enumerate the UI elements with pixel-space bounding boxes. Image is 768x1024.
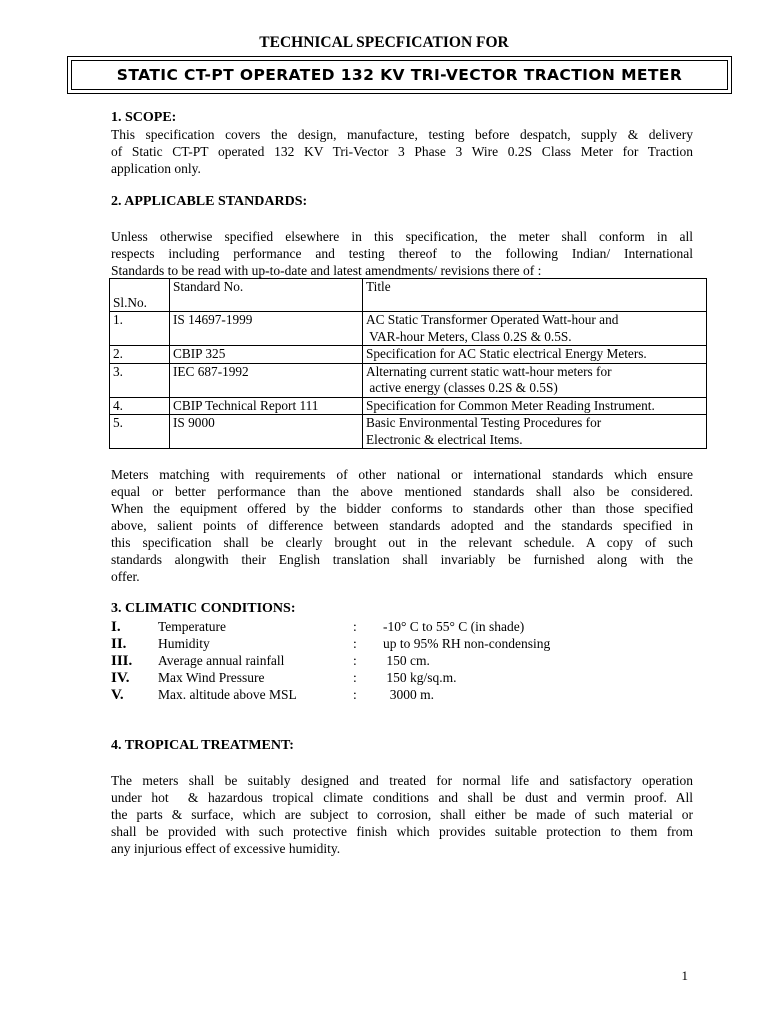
table-row [110,312,707,346]
standards-intro-line: Standards to be read with up-to-date and latest amendments/ revisions there of : [111,263,542,278]
climatic-row-label: Temperature [158,619,227,634]
standards-after-paragraph [111,466,693,585]
boxed-title-frame [67,56,732,94]
table-row [110,397,707,415]
climatic-row-label: Average annual rainfall [158,653,285,668]
climatic-row-label: Humidity [158,636,210,651]
tropical-line: under hot & hazardous tropical climate conditions and shall be dust and vermin proof. All [111,790,693,805]
cell-standard: IS 9000 [170,415,363,449]
header-slno: Sl.No. [110,279,170,312]
climatic-row [111,653,711,670]
climatic-row-number: III. [111,653,133,669]
climatic-row-colon: : [353,636,357,651]
standards-table [109,278,707,449]
standards-after-line: this specification shall be clearly brought out in the relevant schedule. A copy of such [111,535,693,550]
scope-line: This specification covers the design, manufacture, testing before despatch, supply & delivery [111,127,693,142]
standards-after-line: Meters matching with requirements of other national or international standards which ensure [111,467,693,482]
cell-title-line: Specification for Common Meter Reading Instrument. [366,397,655,413]
cell-title-line: Basic Environmental Testing Procedures for [366,415,602,430]
climatic-heading: 3. CLIMATIC CONDITIONS: [111,601,296,616]
cell-standard: CBIP 325 [170,346,363,364]
document-title: TECHNICAL SPECFICATION FOR [259,34,509,51]
header-standard: Standard No. [170,279,363,312]
climatic-row [111,687,711,704]
tropical-heading: 4. TROPICAL TREATMENT: [111,738,294,753]
climatic-row-value: 150 kg/sq.m. [383,670,457,685]
scope-line: application only. [111,161,201,176]
page-number: 1 [681,968,688,983]
standards-heading: 2. APPLICABLE STANDARDS: [111,194,308,209]
tropical-line: The meters shall be suitably designed and treated for normal life and satisfactory operation [111,773,693,788]
standards-after-line: standards alongwith their English translation shall invariably be furnished along with the [111,552,693,567]
scope-heading: 1. SCOPE: [111,110,177,125]
cell-standard: IS 14697-1999 [170,312,363,346]
cell-title-line: Alternating current static watt-hour meters for [366,363,612,379]
table-row [110,415,707,449]
cell-title [363,346,707,364]
cell-slno: 2. [110,346,170,364]
tropical-paragraph [111,772,693,857]
climatic-row [111,619,711,636]
cell-title-line: Electronic & electrical Items. [366,431,523,447]
table-row [110,346,707,364]
climatic-row-value: -10° C to 55° C (in shade) [383,619,525,634]
climatic-row-value: 150 cm. [383,653,430,668]
standards-after-line: offer. [111,569,140,584]
tropical-line: shall be provided with such protective finish which provides suitable protection to them from [111,824,693,839]
cell-title-line: Specification for AC Static electrical Energy Meters. [366,346,647,361]
climatic-row-colon: : [353,670,357,685]
tropical-line: any injurious effect of excessive humidity. [111,841,341,856]
standards-after-line: equal or better performance than the above mentioned standards shall also be considered. [111,484,693,499]
scope-paragraph [111,126,693,177]
cell-title [363,415,707,449]
climatic-row-number: V. [111,687,124,703]
scope-line: of Static CT-PT operated 132 KV Tri-Vector 3 Phase 3 Wire 0.2S Class Meter for Traction [111,144,693,159]
climatic-row-number: IV. [111,670,130,686]
climatic-row-colon: : [353,619,357,634]
climatic-row-label: Max. altitude above MSL [158,687,297,702]
climatic-row [111,636,711,653]
cell-title [363,397,707,415]
climatic-row-colon: : [353,653,357,668]
header-title: Title [363,279,707,312]
climatic-row-number: II. [111,636,127,652]
boxed-title-inner-frame [71,60,728,90]
tropical-line: the parts & surface, which are subject to corrosion, shall either be made of such material or [111,807,693,822]
cell-title [363,363,707,397]
cell-slno: 5. [110,415,170,449]
cell-standard: IEC 687-1992 [170,363,363,397]
climatic-row-value: up to 95% RH non-condensing [383,636,551,651]
boxed-title: STATIC CT-PT OPERATED 132 KV TRI-VECTOR TRACTION METER [116,66,683,84]
cell-slno: 1. [110,312,170,346]
cell-title-line: AC Static Transformer Operated Watt-hour and [366,312,619,327]
standards-intro-line: Unless otherwise specified elsewhere in this specification, the meter shall conform in all [111,229,693,244]
climatic-row-label: Max Wind Pressure [158,670,265,685]
climatic-row [111,670,711,687]
table-row [110,363,707,397]
cell-title-line: VAR-hour Meters, Class 0.2S & 0.5S. [366,328,572,344]
climatic-row-value: 3000 m. [383,687,435,702]
table-header-row [110,279,707,312]
standards-intro-paragraph [111,228,693,279]
standards-after-line: above, salient points of difference between standards adopted and the standards specified in [111,518,693,533]
climatic-row-colon: : [353,687,357,702]
cell-slno: 4. [110,397,170,415]
cell-standard: CBIP Technical Report 111 [170,397,363,415]
climatic-row-number: I. [111,619,121,635]
cell-title [363,312,707,346]
standards-intro-line: respects including performance and testing thereof to the following Indian/ International [111,246,693,261]
standards-after-line: When the equipment offered by the bidder conforms to standards other than those specified [111,501,693,516]
cell-title-line: active energy (classes 0.2S & 0.5S) [366,380,558,395]
cell-slno: 3. [110,363,170,397]
